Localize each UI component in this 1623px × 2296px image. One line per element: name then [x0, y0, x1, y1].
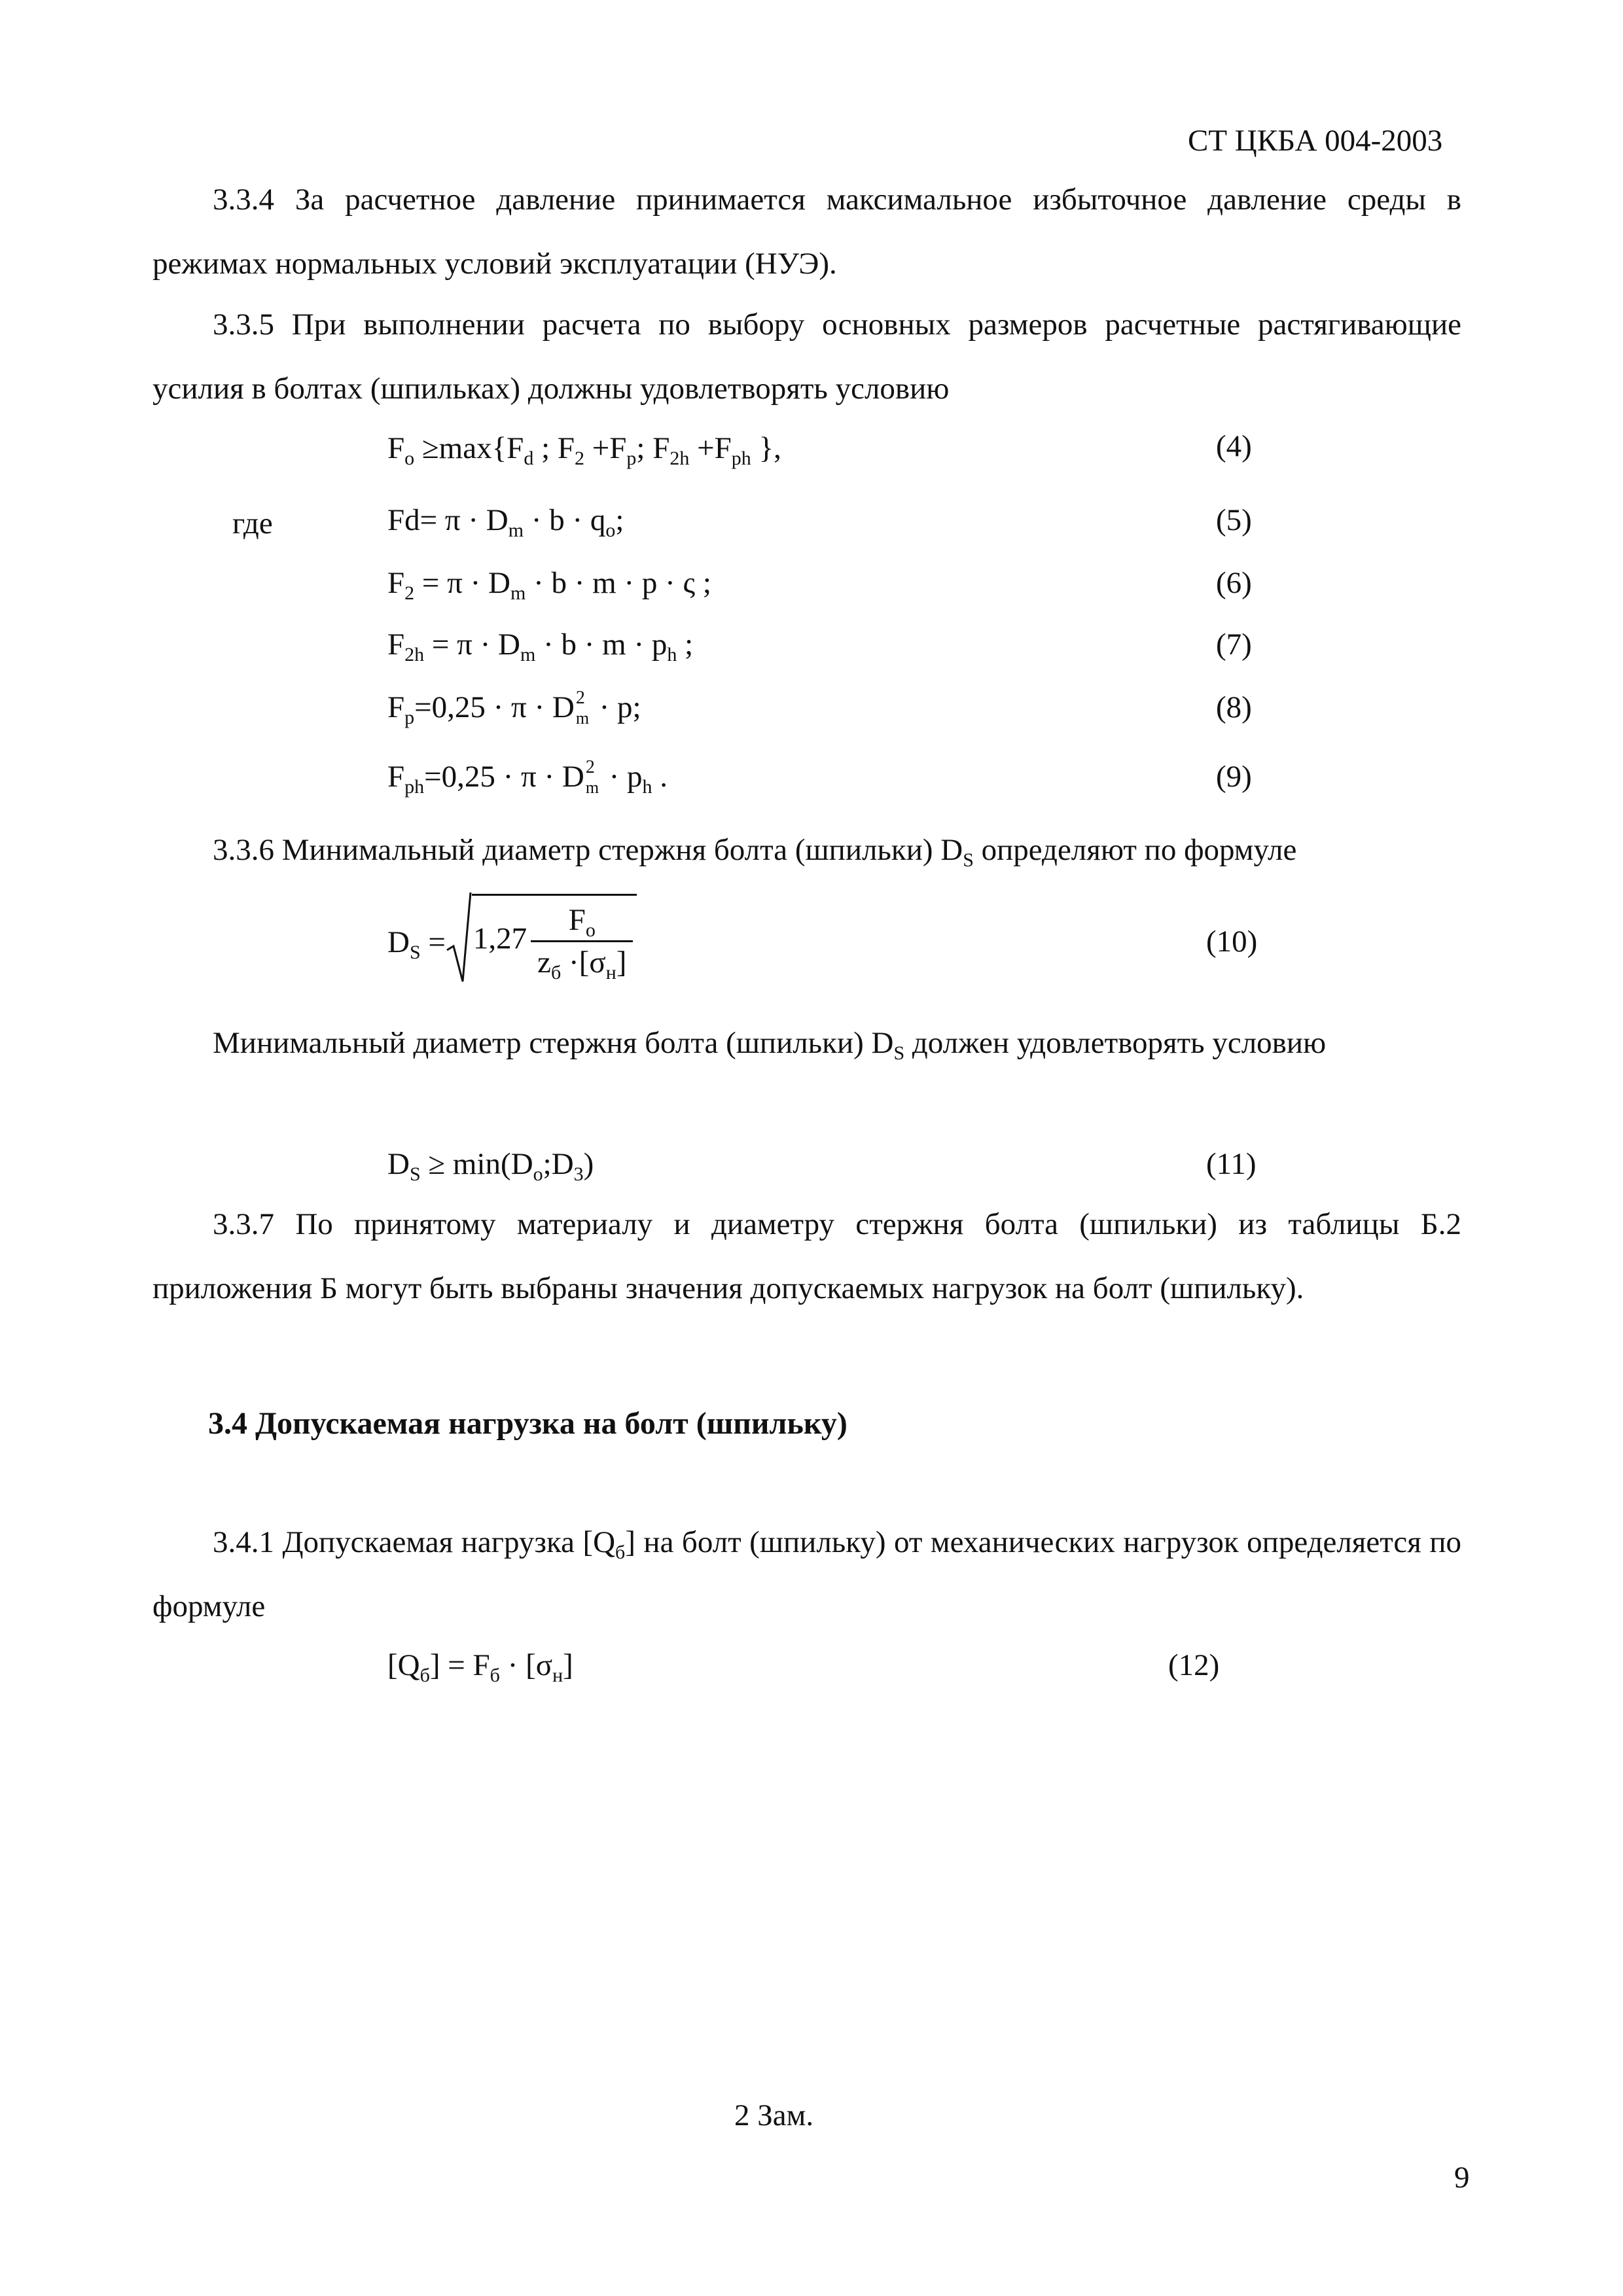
page-number: 9: [1454, 2161, 1470, 2195]
paragraph-3-3-7-text: 3.3.7 По принятому материалу и диаметру стержня болта (шпильки) из таблицы Б.2 приложения Б могут быть выбраны значения допускаемых нагрузок на болт (шпильку).: [152, 1207, 1461, 1305]
paragraph-3-3-6-text-a: 3.3.6 Минимальный диаметр стержня болта (шпильки) D: [213, 833, 963, 867]
formula-4: $F_o \ge\max\{F_d$ ; $F_2 +F_p$; $F_{2h} +F_{ph}$ },: [387, 431, 781, 469]
paragraph-min-diameter-text-b: должен удовлетворять условию: [904, 1026, 1327, 1060]
subscript-b: б: [615, 1542, 626, 1563]
formula-5: $Fd= \pi \cdot D_m \cdot b \cdot q_o$;: [387, 503, 624, 541]
formula-9: $F_{ph}=0,25 \cdot \pi \cdot D$ 2 m · $p_h$ .: [387, 757, 668, 798]
paragraph-3-3-6: [152, 818, 1461, 882]
paragraph-3-3-7: [152, 1192, 1461, 1320]
paragraph-3-3-5-text: 3.3.5 При выполнении расчета по выбору основных размеров расчетные растягивающие усилия в болтах (шпильках) должны удовлетворять условию: [152, 308, 1461, 406]
formula-6: $F_2 = \pi \cdot D_m \cdot b \cdot m \cdot p \cdot \varsigma$ ;: [387, 566, 711, 604]
formula-7: $F_{2h} = \pi \cdot D_m \cdot b \cdot m \cdot p_h$ ;: [387, 627, 694, 665]
section-heading-3-4: 3.4 Допускаемая нагрузка на болт (шпильку): [208, 1406, 847, 1441]
formula-8: $F_p=0,25 \cdot \pi \cdot D$ 2 m · p;: [387, 688, 641, 728]
equation-number-4: (4): [1216, 429, 1252, 463]
paragraph-min-diameter: [152, 1011, 1461, 1075]
equation-number-7: (7): [1216, 627, 1252, 662]
formula-12: $[Q_б] = F_б \cdot [\sigma_н]$: [387, 1648, 573, 1686]
square-root-icon: [446, 890, 472, 988]
equation-number-12: (12): [1168, 1648, 1220, 1682]
equation-number-10: (10): [1206, 925, 1258, 959]
equation-number-8: (8): [1216, 690, 1252, 724]
equation-number-9: (9): [1216, 760, 1252, 794]
paragraph-3-4-1-text-b: ] на болт (шпильку) от механических нагрузок определяется по формуле: [152, 1525, 1461, 1623]
paragraph-3-4-1: [152, 1510, 1461, 1638]
paragraph-min-diameter-text-a: Минимальный диаметр стержня болта (шпильки) D: [213, 1026, 894, 1060]
paragraph-3-3-4-text: 3.3.4 За расчетное давление принимается максимальное избыточное давление среды в режимах нормальных условий эксплуатации (НУЭ).: [152, 183, 1461, 281]
equation-number-5: (5): [1216, 503, 1252, 537]
equation-number-6: (6): [1216, 566, 1252, 600]
paragraph-3-3-4: [152, 168, 1461, 296]
equation-number-11: (11): [1206, 1147, 1257, 1181]
subscript-s: S: [893, 1042, 905, 1064]
paragraph-3-3-6-text-b: определяют по формуле: [973, 833, 1297, 867]
formula-10: $D_S = 1,27$ $\frac{F_o}{z_б \cdot[\sigma_н]}$: [387, 890, 637, 988]
subscript-s: S: [963, 849, 974, 871]
document-code: СТ ЦКБА 004-2003: [1188, 124, 1443, 158]
paragraph-3-3-5: [152, 292, 1461, 421]
change-note: 2 Зам.: [734, 2098, 814, 2132]
formula-11: $D_S$ ≥ $\min(D_o;D_3)$: [387, 1147, 594, 1185]
paragraph-3-4-1-text-a: 3.4.1 Допускаемая нагрузка [Q: [213, 1525, 616, 1559]
where-label: где: [232, 506, 273, 540]
